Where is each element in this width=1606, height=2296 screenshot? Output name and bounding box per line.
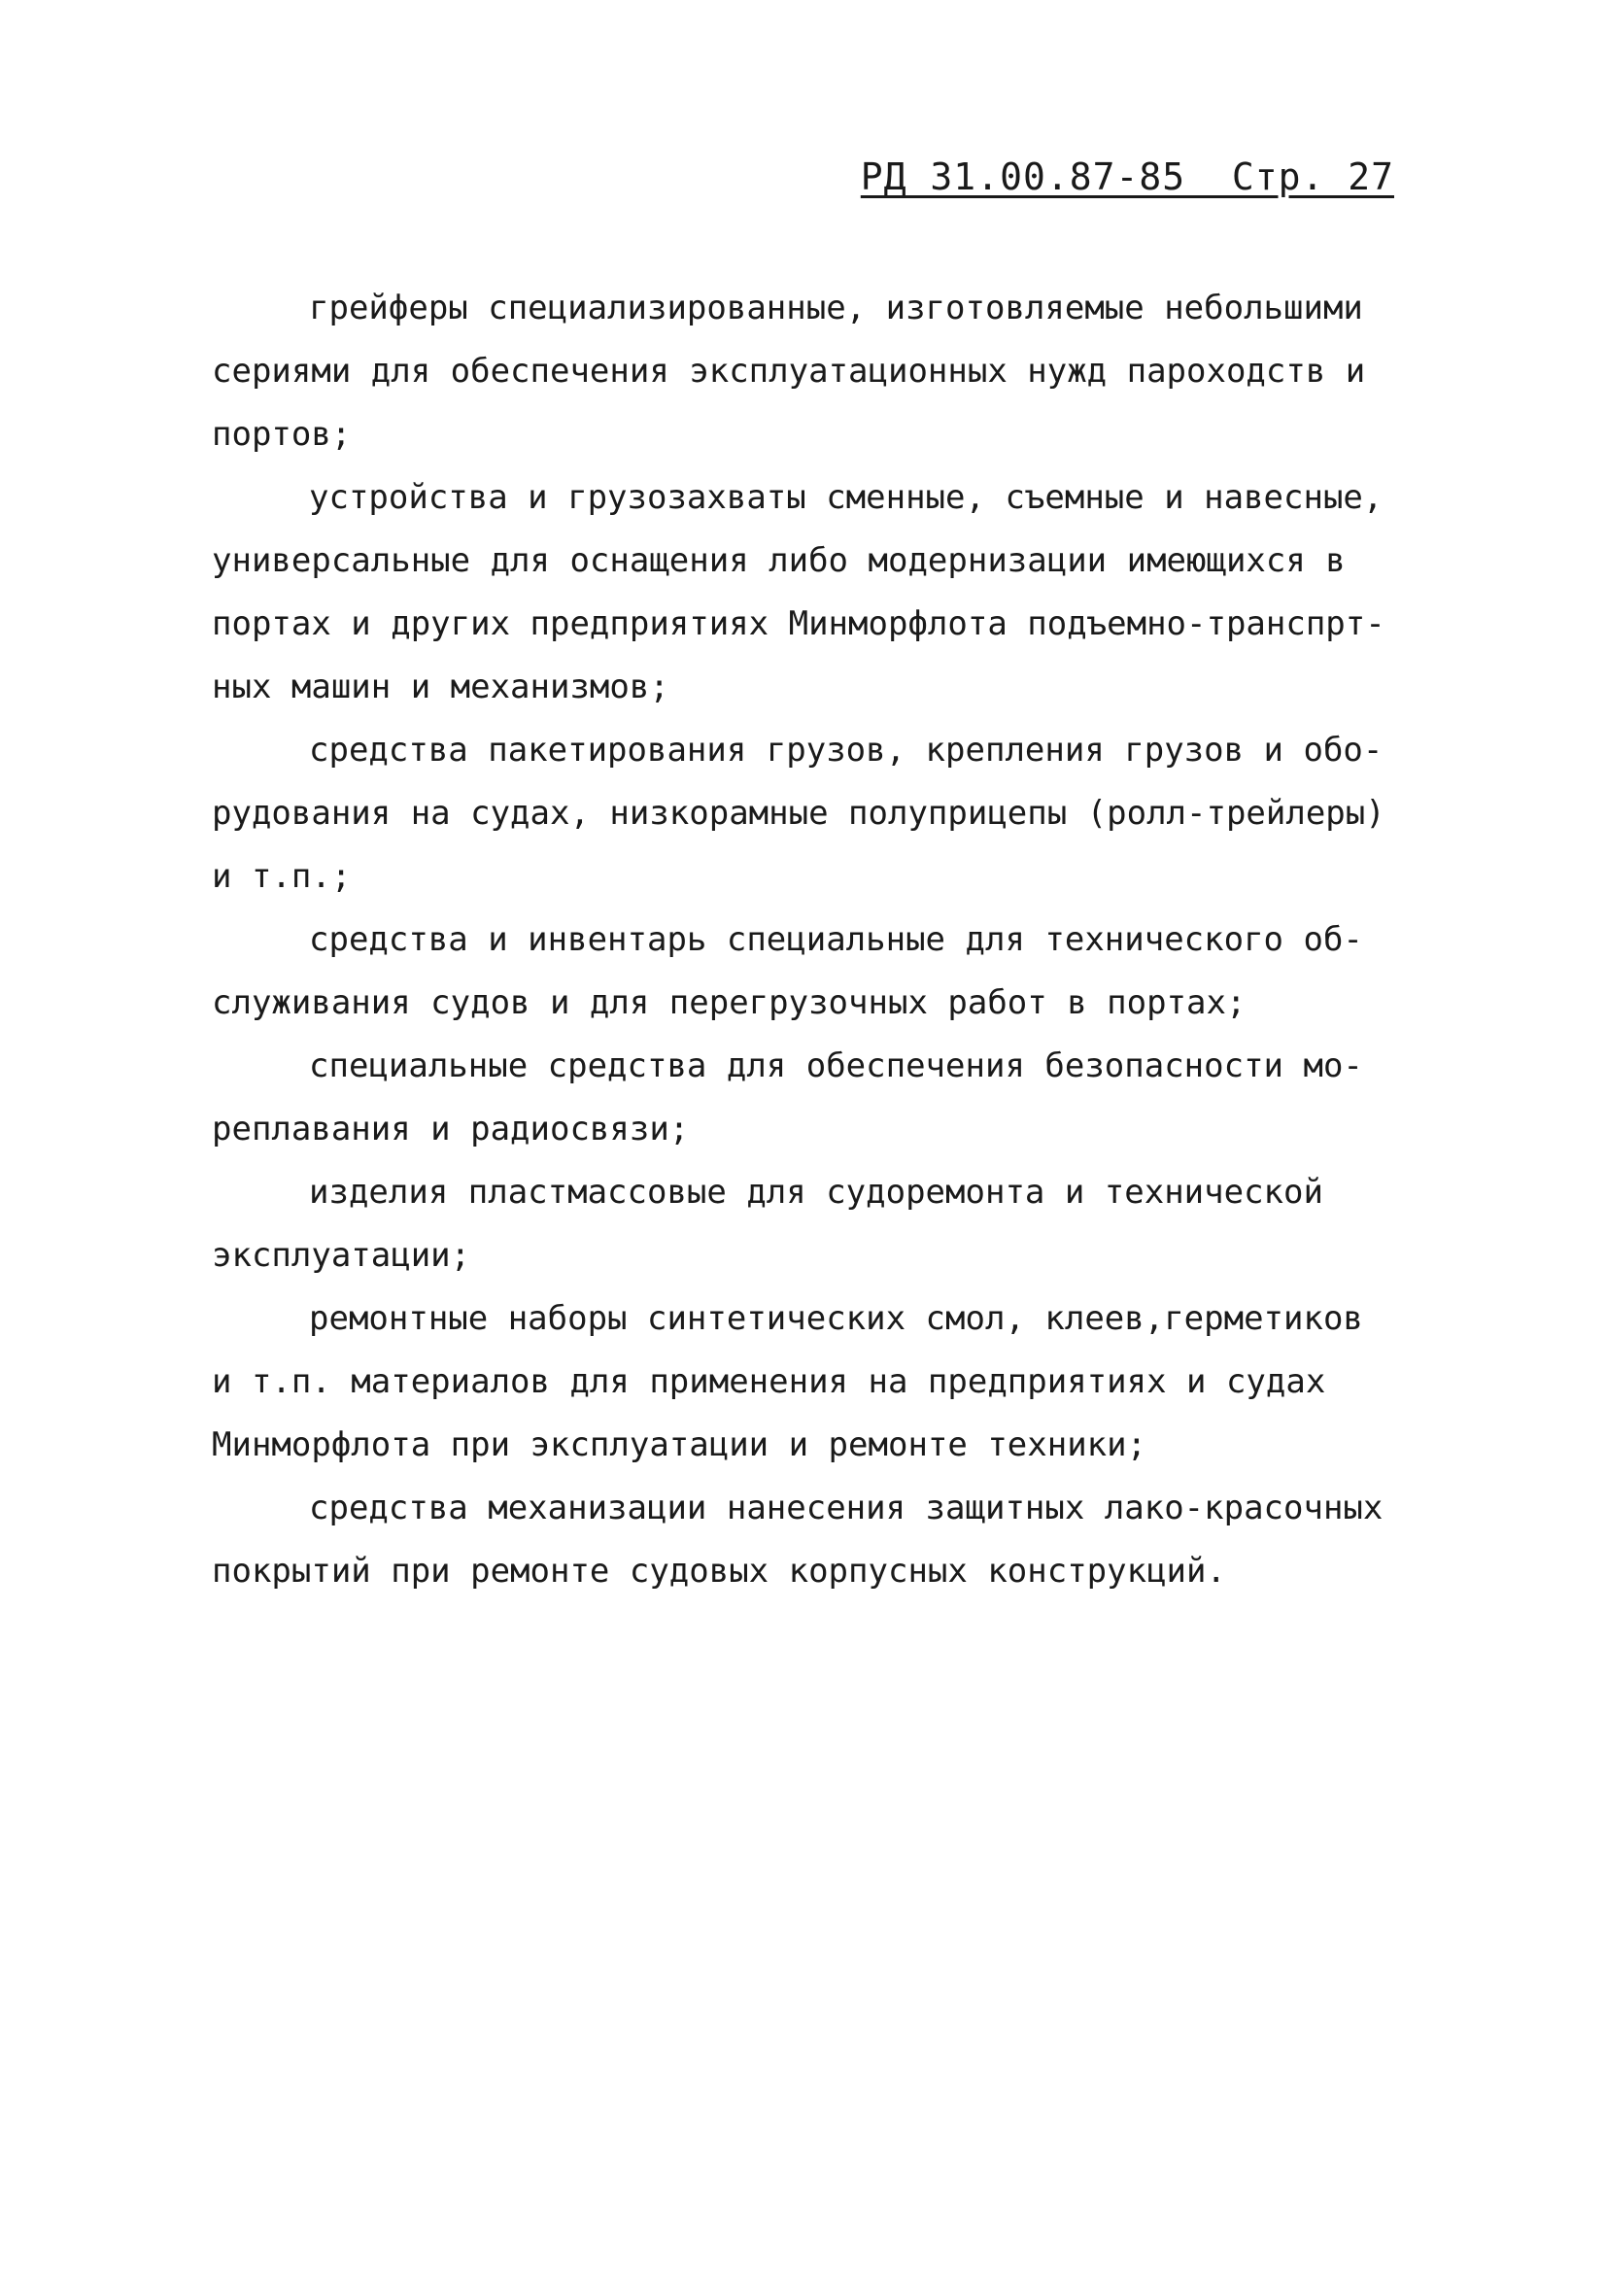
paragraph-grab-buckets — [212, 277, 1366, 466]
text-line: реплавания и радиосвязи; — [212, 1110, 690, 1148]
text-line: и т.п.; — [212, 857, 352, 896]
text-line: эксплуатации; — [212, 1236, 471, 1275]
text-line: ремонтные наборы синтетических смол, клеев,герметиков — [309, 1299, 1363, 1338]
text-line: рудования на судах, низкорамные полуприцепы (ролл-трейлеры) — [212, 794, 1385, 833]
paragraph-cargo-packaging — [212, 719, 1385, 908]
text-line: средства механизации нанесения защитных лако-красочных — [309, 1489, 1384, 1527]
paragraph-load-handling-devices — [212, 466, 1385, 719]
text-line: ных машин и механизмов; — [212, 668, 669, 706]
document-reference-header: РД 31.00.87-85 Стр. 27 — [860, 155, 1394, 198]
text-line: средства и инвентарь специальные для технического об- — [309, 920, 1363, 959]
text-line: сериями для обеспечения эксплуатационных нужд пароходств и — [212, 352, 1366, 391]
text-line: портах и других предприятиях Минморфлота подъемно-транспрт- — [212, 604, 1385, 643]
text-line: Минморфлота при эксплуатации и ремонте техники; — [212, 1425, 1147, 1464]
text-line: портов; — [212, 415, 352, 454]
text-line: покрытий при ремонте судовых корпусных конструкций. — [212, 1552, 1226, 1591]
paragraph-safety-equipment — [212, 1035, 1363, 1161]
paragraph-plastic-products — [212, 1161, 1358, 1287]
text-line: грейферы специализированные, изготовляемые небольшими — [309, 289, 1363, 327]
text-line: и т.п. материалов для применения на предприятиях и судах — [212, 1362, 1326, 1401]
text-line: служивания судов и для перегрузочных работ в портах; — [212, 983, 1247, 1022]
text-line: устройства и грузозахваты сменные, съемные и навесные, — [309, 478, 1384, 517]
document-body — [212, 277, 1385, 1603]
text-line: изделия пластмассовые для судоремонта и технической — [309, 1173, 1323, 1212]
paragraph-coating-mechanization — [212, 1477, 1384, 1603]
text-line: универсальные для оснащения либо модернизации имеющихся в — [212, 541, 1346, 580]
paragraph-maintenance-tools — [212, 908, 1363, 1035]
text-line: специальные средства для обеспечения безопасности мо- — [309, 1046, 1363, 1085]
paragraph-repair-kits — [212, 1287, 1363, 1477]
text-line: средства пакетирования грузов, крепления грузов и обо- — [309, 731, 1384, 770]
